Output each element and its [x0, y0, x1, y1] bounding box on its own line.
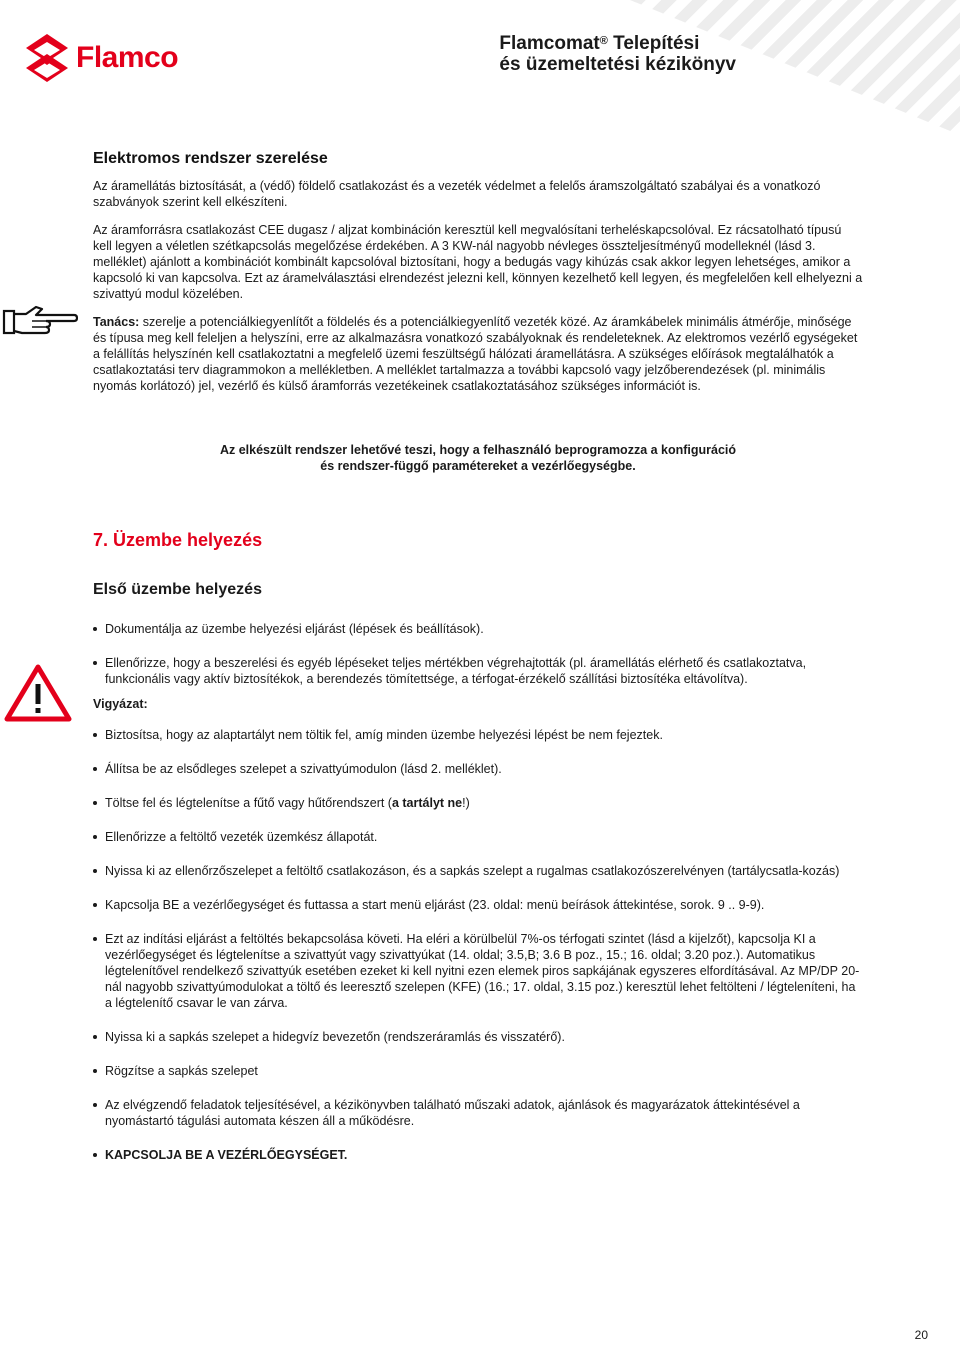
page-number: 20 [914, 1328, 928, 1342]
brand-name: Flamco [76, 41, 179, 74]
paragraph-power-supply: Az áramellátás biztosítását, a (védő) földelő csatlakozást és a vezeték védelmet a felelős áramszolgáltató szabályai és a vonatkozó szabványok szerint kell elkészíteni. [93, 179, 821, 209]
list-item: Állítsa be az elsődleges szelepet a szivattyúmodulon (lásd 2. melléklet). [93, 761, 863, 777]
chapter-heading: 7. Üzembe helyezés [93, 530, 263, 550]
page-content [93, 150, 863, 1181]
flamco-logo-icon [26, 34, 68, 82]
warning-label: Vigyázat: [93, 697, 148, 711]
subheading-first-commissioning: Első üzembe helyezés [93, 581, 262, 598]
pointing-hand-icon [2, 305, 78, 339]
list-item: Kapcsolja BE a vezérlőegységet és futtassa a start menü eljárást (23. oldal: menü beírások áttekintése, sorok. 9 .. 9-9). [93, 897, 863, 913]
list-item: Ezt az indítási eljárást a feltöltés bekapcsolása követi. Ha eléri a körülbelül 7%-os térfogati szintet (lásd a kijelzőt), kapcsolja KI a vezérlőegységet és légtelenítse a szivattyút vagy szivattyúkat (14. oldal; 3.5,B; 3.6 B poz., 15.; 16. oldal; 3.20 poz.). Automatikus légtelenítővel rendelkező szivattyúk esetében ezeket ki kell nyitni ezen elemek piros sapkájának egyszeres elfordításával. Az MP/DP 20-nál nagyobb szivattyúmodulokat a töltő és leeresztő szelepen (KFE) (16.; 17. oldal, 3.15 poz.) keresztül lehet feltölteni / légteleníteni, ha a légtelenítő csavar le van zárva. [93, 931, 863, 1011]
list-item: Biztosítsa, hogy az alaptartályt nem töltik fel, amíg minden üzembe helyezési lépést be nem fejeztek. [93, 727, 863, 743]
paragraph-cee-connection: Az áramforrásra csatlakozást CEE dugasz / aljzat kombináción keresztül kell megvalósítani terheléskapcsolóval. Ez rácsatolható típusú kell legyen a véletlen szétkapcsolás megelőzése érdekében. A 3 KW-nál nagyobb névleges összteljesítményű modelleknél (lásd 3. melléklet) ajánlott a kombinációt kombinált kapcsolóval biztosítani, hogy a bedugás vagy kihúzás csak akkor legyen lehetséges, amikor a kapcsoló ki van kapcsolva. Ezt az áramelválasztási elrendezést jelezni kell, könnyen kezelhető kell legyen, és megfelelően kell elhelyezni a szivattyú modul közelében. [93, 223, 863, 301]
title-line-1: Flamcomat® Telepítési [499, 33, 700, 54]
brand-logo [26, 34, 178, 82]
list-item: Az elvégzendő feladatok teljesítésével, a kézikönyvben található műszaki adatok, ajánlások és magyarázatok áttekintésével a nyomástartó tágulási automata készen áll a működésre. [93, 1097, 863, 1129]
section-heading-electrical: Elektromos rendszer szerelése [93, 150, 328, 167]
tip-label: Tanács: [93, 315, 140, 329]
paragraph-tip [93, 314, 863, 394]
list-item: Ellenőrizze, hogy a beszerelési és egyéb lépéseket teljes mértékben végrehajtották (pl. áramellátás elérhető és csatlakoztatva, funkcionális vagy aktív biztosítékok, a berendezés tömítettsége, a térfogat-érzékelő szállítási biztosítéka eltávolítva). [93, 655, 863, 687]
configuration-callout: Az elkészült rendszer lehetővé teszi, hogy a felhasználó beprogramozza a konfiguráció és rendszer-függő paramétereket a vezérlőegységbe. [219, 443, 737, 473]
tip-text: szerelje a potenciálkiegyenlítőt a földelés és a potenciálkiegyenlítő vezeték közé. Az áramkábelek minimális átmérője, minősége és típusa meg kell feleljen a helyszíni, erre az alkalmazásra vonatkozó szabályoknak és rendeleteknek. Az elektromos vezérlő egységeket a felállítás helyszínén kell csatlakoztatni a megfelelő üzemi feszültségű hálózati áramellátásra. A szükséges előírások megtalálhatók a csatlakoztatási terv diagrammokon a mellékletben. A melléklet tartalmazza a további kapcsoló vagy jelzőberendezések (pl. minimális nyomás korlátozó) jel, vezérlő és külső áramforrás vezetékeinek csatlakoztatásához szükséges információt is. [93, 315, 858, 393]
warning-triangle-icon [4, 664, 72, 722]
list-item: Ellenőrizze a feltöltő vezeték üzemkész állapotát. [93, 829, 863, 845]
list-item: Nyissa ki a sapkás szelepet a hidegvíz bevezetőn (rendszeráramlás és visszatérő). [93, 1029, 863, 1045]
list-item: Töltse fel és légtelenítse a fűtő vagy hűtőrendszert (a tartályt ne!) [93, 795, 863, 811]
list-item: Nyissa ki az ellenőrzőszelepet a feltöltő csatlakozáson, és a sapkás szelept a rugalmas csatlakozószerelvényen (tartálycsatla-kozás) [93, 863, 863, 879]
list-item-final: KAPCSOLJA BE A VEZÉRLŐEGYSÉGET. [93, 1147, 863, 1163]
commissioning-list-intro [93, 621, 863, 687]
commissioning-steps-list [93, 727, 863, 1163]
title-line-2: és üzemeltetési kézikönyv [499, 54, 736, 75]
document-title [499, 33, 736, 75]
list-item: Rögzítse a sapkás szelepet [93, 1063, 863, 1079]
list-item: Dokumentálja az üzembe helyezési eljárást (lépések és beállítások). [93, 621, 863, 637]
